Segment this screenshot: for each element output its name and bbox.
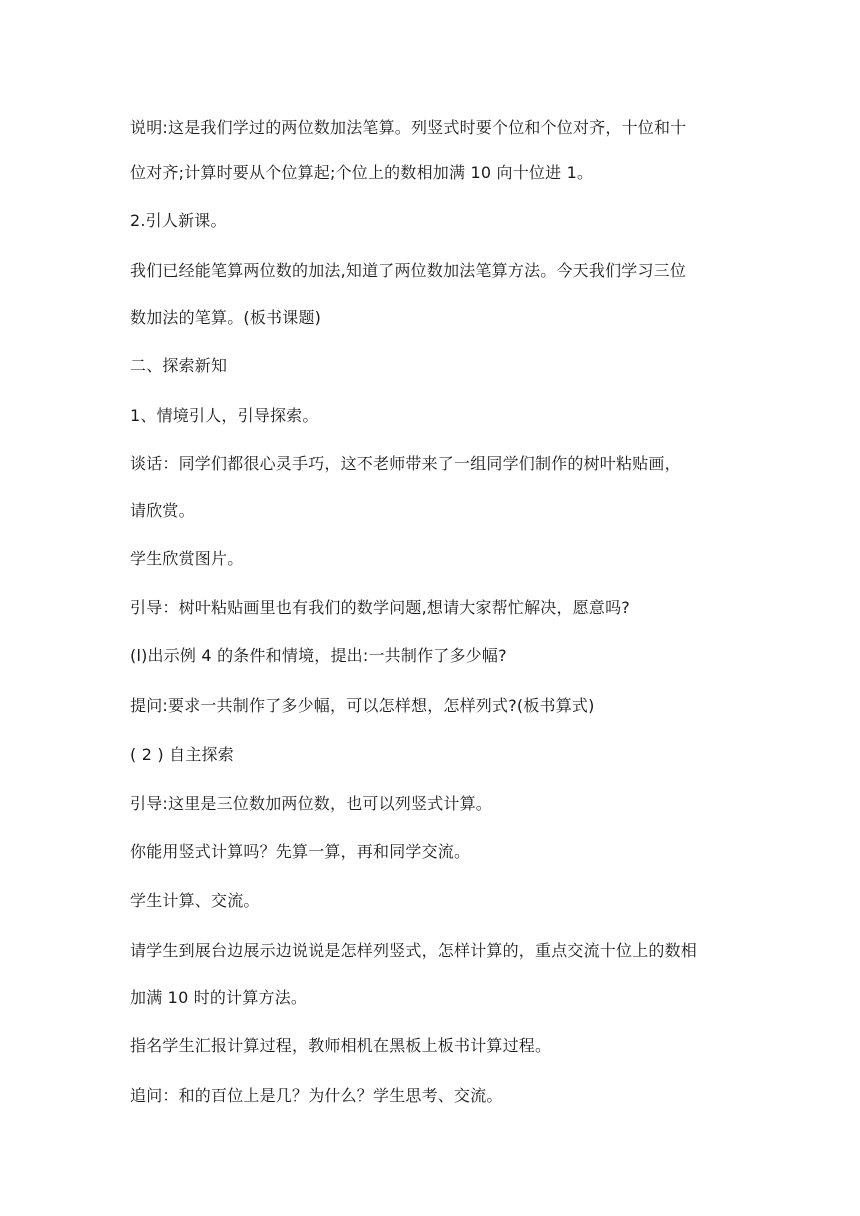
paragraph-line-21: 追问：和的百位上是几？为什么？学生思考、交流。 bbox=[130, 1086, 503, 1105]
paragraph-line-9: 请欣赏。 bbox=[130, 501, 195, 520]
paragraph-line-4: 我们已经能笔算两位数的加法,知道了两位数加法笔算方法。今天我们学习三位 bbox=[130, 261, 687, 280]
paragraph-line-7: 1、情境引人，引导探索。 bbox=[130, 406, 319, 425]
paragraph-line-11: 引导：树叶粘贴画里也有我们的数学问题,想请大家帮忙解决，愿意吗? bbox=[130, 598, 630, 617]
paragraph-line-1: 说明:这是我们学过的两位数加法笔算。列竖式时要个位和个位对齐，十位和十 bbox=[130, 118, 687, 137]
paragraph-line-5: 数加法的笔算。(板书课题) bbox=[130, 308, 322, 327]
paragraph-line-15: 引导:这里是三位数加两位数，也可以列竖式计算。 bbox=[130, 794, 492, 813]
paragraph-line-18: 请学生到展台边展示边说说是怎样列竖式，怎样计算的，重点交流十位上的数相 bbox=[130, 941, 698, 960]
paragraph-line-16: 你能用竖式计算吗？先算一算，再和同学交流。 bbox=[130, 842, 471, 861]
paragraph-line-19: 加满 10 时的计算方法。 bbox=[130, 988, 308, 1007]
paragraph-line-3: 2.引人新课。 bbox=[130, 211, 227, 230]
paragraph-line-14: ( 2 ) 自主探索 bbox=[130, 745, 234, 764]
paragraph-line-17: 学生计算、交流。 bbox=[130, 891, 260, 910]
paragraph-line-2: 位对齐;计算时要从个位算起;个位上的数相加满 10 向十位进 1。 bbox=[130, 163, 594, 182]
paragraph-line-12: (l)出示例 4 的条件和情境，提出:一共制作了多少幅? bbox=[130, 646, 507, 665]
paragraph-line-20: 指名学生汇报计算过程，教师相机在黑板上板书计算过程。 bbox=[130, 1036, 552, 1055]
paragraph-line-13: 提问:要求一共制作了多少幅，可以怎样想，怎样列式?(板书算式) bbox=[130, 696, 595, 715]
paragraph-line-10: 学生欣赏图片。 bbox=[130, 549, 244, 568]
section-heading: 二、探索新知 bbox=[130, 356, 228, 375]
paragraph-line-8: 谈话：同学们都很心灵手巧，这不老师带来了一组同学们制作的树叶粘贴画， bbox=[130, 454, 681, 473]
